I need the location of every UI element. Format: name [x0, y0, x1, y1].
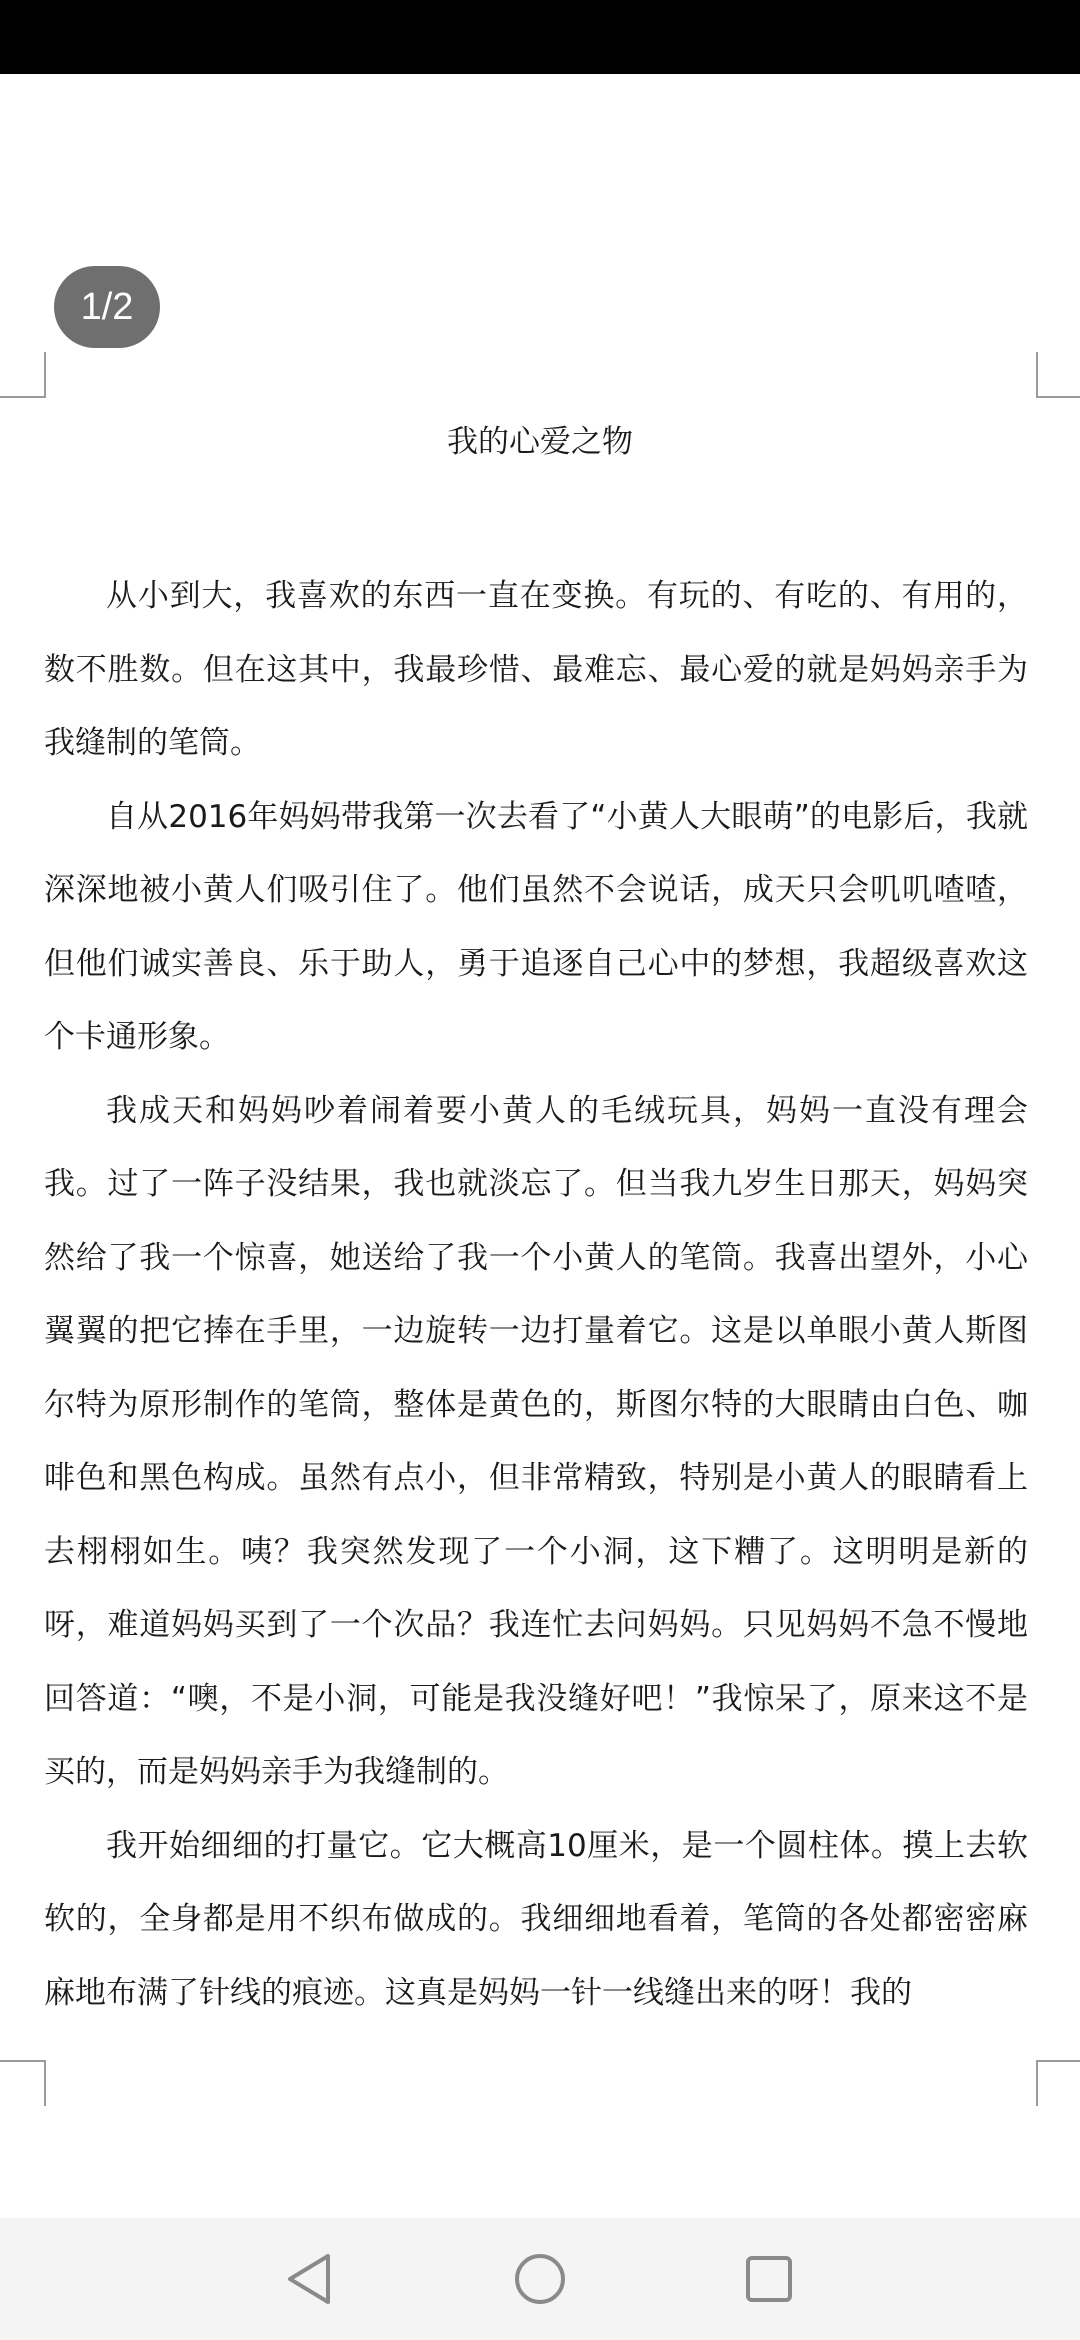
- paragraph: 我开始细细的打量它。它大概高10厘米，是一个圆柱体。摸上去软软的，全身都是用不织布做成的。我细细地看着，笔筒的各处都密密麻麻地布满了针线的痕迹。这真是妈妈一针一线缝出来的呀！我的: [44, 1827, 1028, 2011]
- crop-mark-bottom-left: [0, 2060, 46, 2106]
- crop-mark-top-right: [1036, 352, 1080, 398]
- status-bar: [0, 0, 1080, 74]
- circle-home-icon: [505, 2244, 575, 2314]
- triangle-back-icon: [274, 2244, 344, 2314]
- home-button[interactable]: [505, 2244, 575, 2314]
- document-title: 我的心爱之物: [447, 424, 633, 460]
- paragraph: 我成天和妈妈吵着闹着要小黄人的毛绒玩具，妈妈一直没有理会我。过了一阵子没结果，我也就淡忘了。但当我九岁生日那天，妈妈突然给了我一个惊喜，她送给了我一个小黄人的笔筒。我喜出望外，小心翼翼的把它捧在手里，一边旋转一边打量着它。这是以单眼小黄人斯图尔特为原形制作的笔筒，整体是黄色的，斯图尔特的大眼睛由白色、咖啡色和黑色构成。虽然有点小，但非常精致，特别是小黄人的眼睛看上去栩栩如生。咦？我突然发现了一个小洞，这下糟了。这明明是新的呀，难道妈妈买到了一个次品？我连忙去问妈妈。只见妈妈不急不慢地回答道：“噢，不是小洞，可能是我没缝好吧！”我惊呆了，原来这不是买的，而是妈妈亲手为我缝制的。: [44, 1092, 1028, 1790]
- page-indicator: 1/2: [54, 266, 160, 348]
- recent-apps-button[interactable]: [734, 2244, 804, 2314]
- paragraph: 从小到大，我喜欢的东西一直在变换。有玩的、有吃的、有用的，数不胜数。但在这其中，我最珍惜、最难忘、最心爱的就是妈妈亲手为我缝制的笔筒。: [44, 578, 1028, 761]
- document-body: [44, 560, 1028, 2030]
- paragraph: 自从2016年妈妈带我第一次去看了“小黄人大眼萌”的电影后，我就深深地被小黄人们吸引住了。他们虽然不会说话，成天只会叽叽喳喳，但他们诚实善良、乐于助人，勇于追逐自己心中的梦想，我超级喜欢这个卡通形象。: [44, 798, 1028, 1055]
- navigation-bar: [0, 2218, 1080, 2340]
- square-recent-icon: [734, 2244, 804, 2314]
- crop-mark-top-left: [0, 352, 46, 398]
- back-button[interactable]: [274, 2244, 344, 2314]
- crop-mark-bottom-right: [1036, 2060, 1080, 2106]
